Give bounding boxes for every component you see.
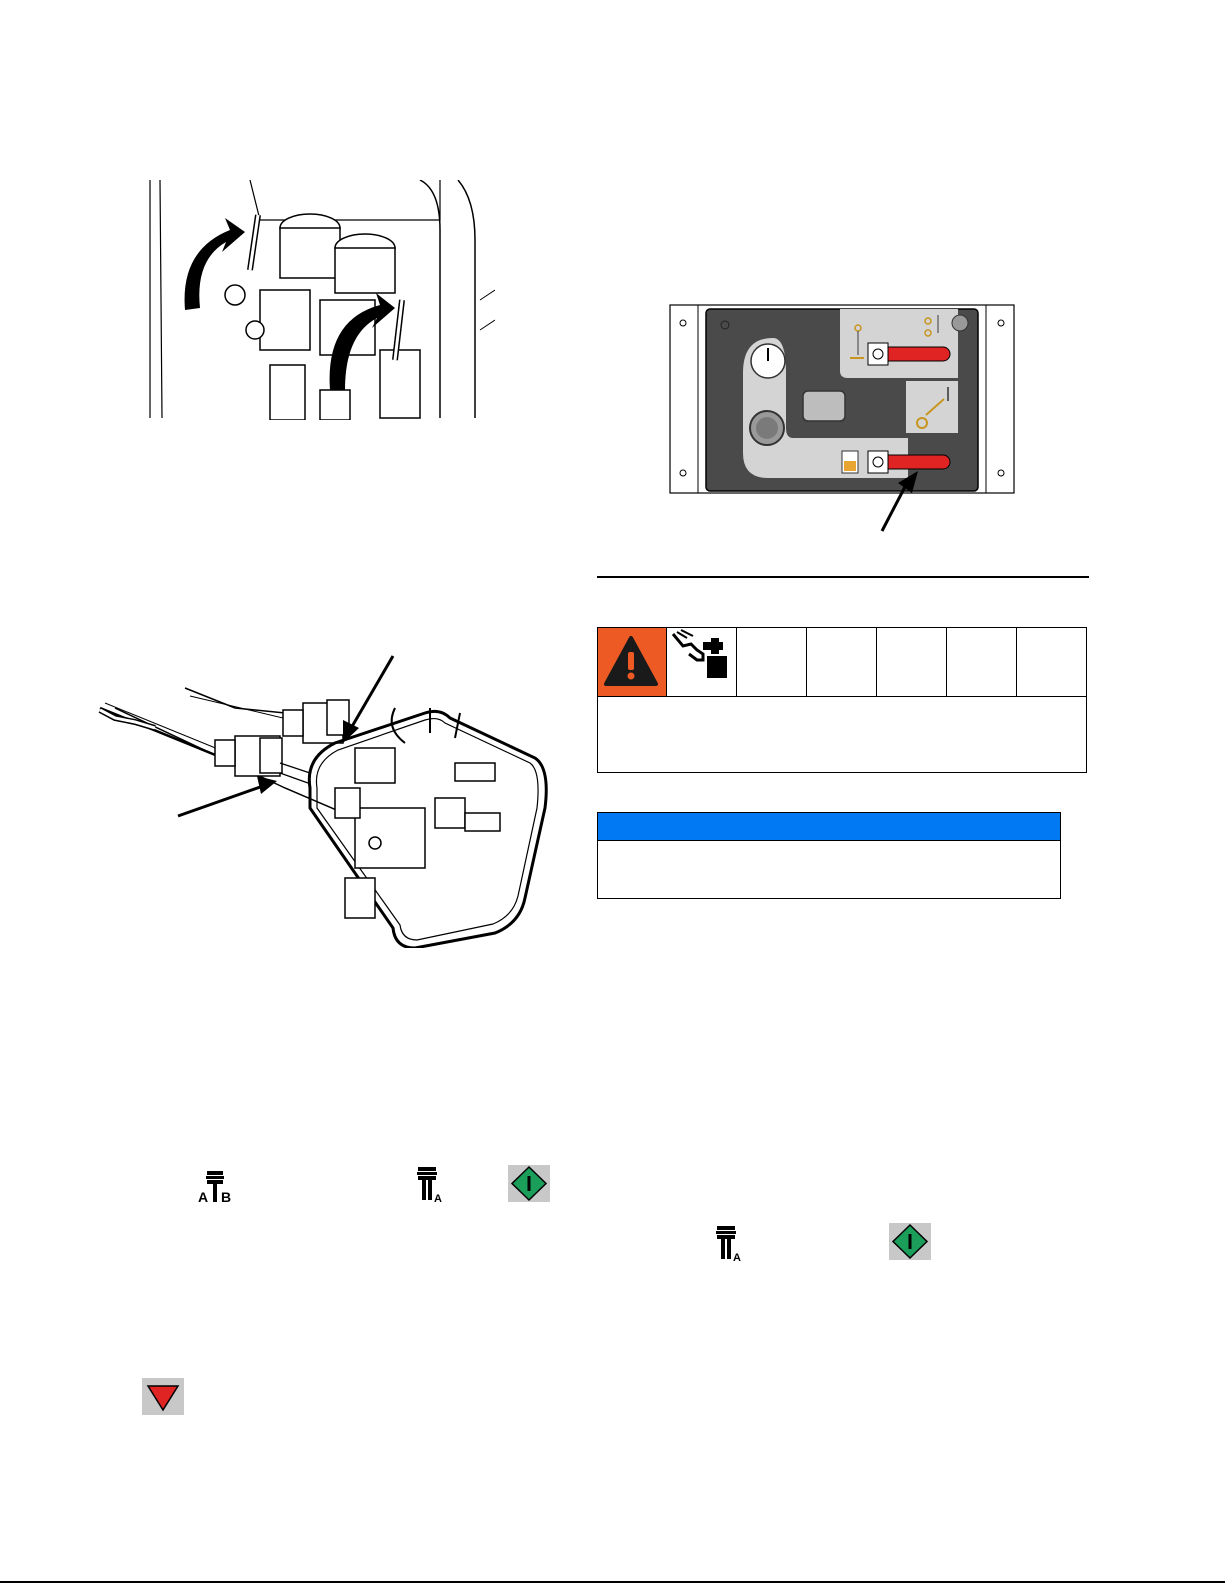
dispense-ab-icon (198, 1170, 234, 1204)
manifold-figure (95, 648, 555, 948)
svg-text:A: A (733, 1252, 741, 1263)
svg-text:A: A (198, 1189, 209, 1204)
symbol-cell-5 (877, 628, 947, 696)
symbol-cell-6 (947, 628, 1017, 696)
warning-symbols-row (598, 628, 1086, 697)
notice-header (598, 813, 1060, 841)
pinch-hand-icon (667, 628, 735, 694)
dispense-a-icon-2 (713, 1225, 745, 1263)
stop-red-triangle-icon (142, 1378, 184, 1415)
warning-table (597, 627, 1087, 773)
stop-button[interactable] (142, 1378, 184, 1415)
start-button[interactable] (508, 1165, 550, 1202)
start-green-diamond-icon (508, 1165, 550, 1202)
svg-text:B: B (221, 1189, 232, 1204)
section-rule (597, 576, 1089, 578)
notice-body-text (598, 841, 1060, 857)
control-panel-figure (668, 303, 1016, 533)
symbol-cell-4 (807, 628, 877, 696)
recirculation-valves-figure (140, 180, 495, 420)
svg-text:A: A (434, 1193, 442, 1204)
notice-box (597, 812, 1061, 899)
dispense-a-icon (414, 1166, 446, 1204)
start-button-2[interactable] (889, 1223, 931, 1260)
warning-triangle-icon (598, 628, 665, 694)
pinch-hand-cell (667, 628, 737, 696)
start-green-diamond-icon (889, 1223, 931, 1260)
symbol-cell-7 (1017, 628, 1086, 696)
symbol-cell-3 (737, 628, 807, 696)
warning-body-text (598, 696, 1086, 772)
warning-triangle-cell (598, 628, 667, 696)
footer-rule (0, 1581, 1225, 1583)
